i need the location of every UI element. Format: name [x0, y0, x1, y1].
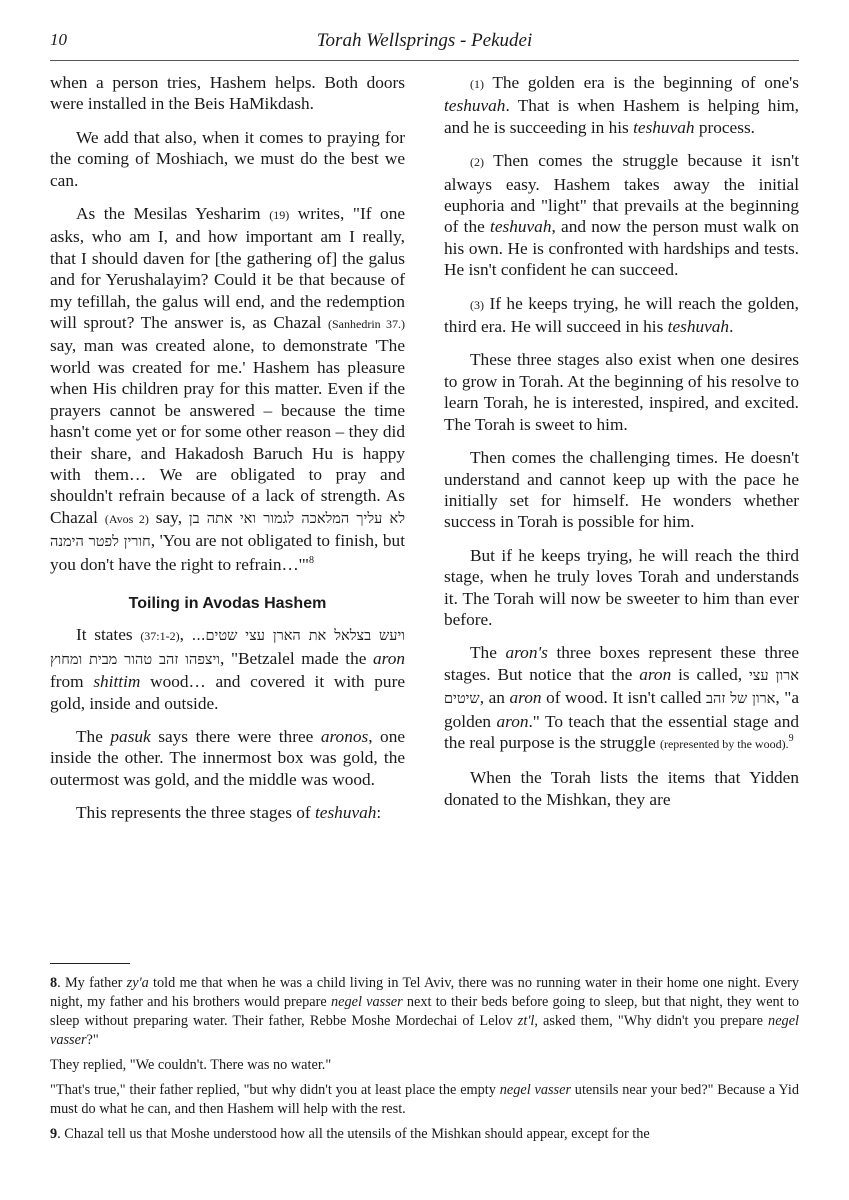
- source-reference: (Sanhedrin 37.): [328, 317, 405, 332]
- hebrew-phrase: ארון של זהב: [705, 691, 776, 708]
- paragraph: As the Mesilas Yesharim (19) writes, "If one asks, who am I, and how important am I really, that I should daven for [the gathering of] the galus and for Yerushalayim? Could it be that because of my tefillah, the galus will end, and the redemption will sprout? The answer is, as Chazal (Sanhedrin 37.) say, man was created alone, to demonstrate 'The world was created for me.' Hashem has pleasure when His children pray for this matter. Even if the prayers cannot be answered – because the time hasn't come yet or for some other reason – they did their share, and Hakadosh Baruch Hu is happy with them… We are obligated to pray and shouldn't refrain because of a lack of strength. As Chazal (Avos 2) say, לא עליך המלאכה לגמור ואי אתה בן חורין לפטר הימנה, 'You are not obligated to finish, but you don't have the right to refrain…'"$^8$: [50, 204, 406, 574]
- stage-number: (3): [470, 297, 484, 312]
- footnote-marker: 8: [309, 554, 314, 566]
- paragraph: It states (37:1-2), ויעש בצלאל את הארן עצי שטים... ויצפהו זהב טהור מבית ומחוץ, "Betzalel made the aron from shittim wood… and covered it with pure gold, inside and outside.: [50, 625, 406, 713]
- footnote-number: 8: [50, 975, 58, 991]
- footnote-number: 9: [50, 1126, 58, 1142]
- hebrew-phrase: ארון עצי שיטים: [444, 667, 799, 708]
- stage-number: (2): [470, 155, 484, 170]
- parenthetical-note: (represented by the wood).: [659, 736, 789, 751]
- paragraph: When the Torah lists the items that Yidden donated to the Mishkan, they are: [444, 768, 799, 809]
- source-reference: (19): [269, 208, 290, 223]
- footnote-9: 9. Chazal tell us that Moshe understood how all the utensils of the Mishkan should appear, except for the: [50, 1126, 650, 1142]
- page-number: 10: [50, 30, 67, 49]
- paragraph: We add that also, when it comes to praying for the coming of Moshiach, we must do the best we can.: [50, 127, 405, 190]
- right-column: [444, 72, 799, 822]
- paragraph: The pasuk says there were three aronos, one inside the other. The innermost box was gold, the outermost was gold, and the middle was wood.: [50, 726, 406, 789]
- paragraph: The aron's three boxes represent these three stages. But notice that the aron is called, ארון עצי שיטים, an aron of wood. It isn't called ארון של זהב, "a golden aron." To teach that the essential stage and the real purpose is the struggle (represented by the wood).$^9$: [444, 643, 799, 752]
- paragraph: This represents the three stages of teshuvah:: [76, 803, 382, 823]
- stage-number: (1): [470, 77, 484, 91]
- source-reference: (37:1-2): [140, 629, 180, 644]
- footnote-marker: 9: [788, 733, 794, 745]
- paragraph: But if he keeps trying, he will reach the third stage, when he truly loves Torah and understands it. The Torah will now be sweeter to him than ever before.: [444, 545, 799, 629]
- stage-item: (1) The golden era is the beginning of one's teshuvah. That is when Hashem is helping him, and he is succeeding in his teshuvah process.: [444, 73, 799, 137]
- stage-item: (3) If he keeps trying, he will reach the golden, third era. He will succeed in his teshuvah.: [444, 293, 799, 337]
- footnote-paragraph: "That's true," their father replied, "but why didn't you at least place the empty negel vasser utensils near your bed?" Because a Yid must do what he can, and then Hashem will help with the rest.: [50, 1082, 799, 1117]
- footnote-divider: [50, 963, 130, 964]
- paragraph: These three stages also exist when one desires to grow in Torah. At the beginning of his resolve to learn Torah, he is interested, inspired, and excited. The Torah is sweet to him.: [444, 350, 799, 434]
- paragraph: Then comes the challenging times. He doesn't understand and cannot keep up with the pace he initially set for himself. He wonders whether success in Torah is possible for him.: [444, 448, 799, 532]
- footnote-8: 8. My father zy'a told me that when he was a child living in Tel Aviv, there was no running water in their home one night. Every night, my father and his brothers would prepare negel vasser next to their beds before going to sleep, but that night, they went to sleep without preparing water. Their father, Rebbe Moshe Mordechai of Lelov zt'l, asked them, "Why didn't you prepare negel vasser?": [50, 975, 800, 1048]
- paragraph: when a person tries, Hashem helps. Both doors were installed in the Beis HaMikdash.: [50, 73, 405, 114]
- header-divider: [50, 60, 799, 61]
- hebrew-quote: לא עליך המלאכה לגמור ואי אתה בן חורין לפטר הימנה: [50, 510, 405, 551]
- left-column: [50, 72, 405, 836]
- source-reference: (Avos 2): [104, 511, 149, 526]
- page-header: [50, 30, 799, 58]
- stage-item: (2) Then comes the struggle because it isn't always easy. Hashem takes away the initial euphoria and "light" that prevails at the beginning of the teshuvah, and now the person must walk on his own. He is confronted with hardships and tests. He isn't confident he can succeed.: [444, 151, 799, 280]
- section-heading: Toiling in Avodas Hashem: [128, 594, 327, 612]
- footnote-paragraph: They replied, "We couldn't. There was no water.": [50, 1057, 332, 1073]
- hebrew-quote: ויעש בצלאל את הארן עצי שטים... ויצפהו זהב טהור מבית ומחוץ: [50, 628, 406, 668]
- running-title: Torah Wellsprings - Pekudei: [316, 30, 533, 51]
- footnotes: [50, 974, 799, 1150]
